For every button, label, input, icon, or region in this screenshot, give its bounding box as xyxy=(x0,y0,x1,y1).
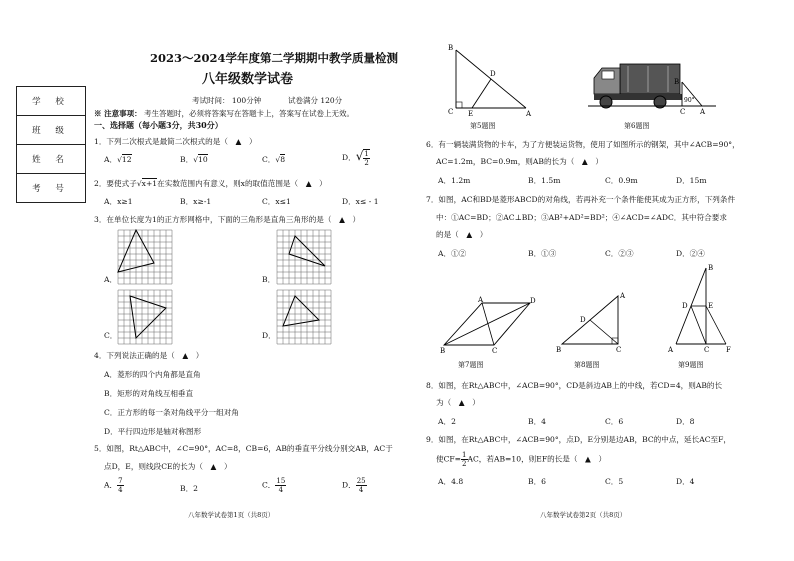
q9-option-a[interactable]: A．4.8 xyxy=(438,477,464,486)
q5-option-a[interactable] xyxy=(104,477,124,494)
figure-9 xyxy=(668,262,738,354)
q7-stem-line1: 7．如图，AC和BD是菱形ABCD的对角线，若再补充一个条件能使其成为正方形，下列条件 xyxy=(426,195,736,204)
q4-option-d[interactable]: D．平行四边形是轴对称图形 xyxy=(104,427,202,436)
q2-stem xyxy=(94,178,327,189)
q5-option-c[interactable] xyxy=(262,477,286,494)
q1-a-label: A． xyxy=(104,155,118,164)
fig6-label-c: C xyxy=(680,108,686,116)
fig9-label-b: B xyxy=(708,264,714,272)
q5-a-num: 7 xyxy=(118,477,123,485)
exam-score: 试卷满分 120分 xyxy=(287,96,343,105)
fig5-label-b: B xyxy=(448,44,454,52)
q5-d-den: 4 xyxy=(358,486,364,494)
q1-d-num: 1 xyxy=(364,150,369,158)
q1-a-radicand: 12 xyxy=(121,155,132,164)
fig6-label-b: B xyxy=(674,78,680,86)
q2-radicand: x+1 xyxy=(141,179,158,188)
q3-grid-d xyxy=(277,290,331,344)
truck-cargo-box xyxy=(620,64,680,94)
q1-d-label: D． xyxy=(342,153,356,162)
q7-option-a[interactable]: A．①② xyxy=(438,249,467,258)
exam-number-field[interactable]: 考 号 xyxy=(17,174,86,203)
q3-grid-c xyxy=(118,290,172,344)
q4-stem: 4．下列说法正确的是（ ▲ ） xyxy=(94,351,204,360)
class-field[interactable]: 班 级 xyxy=(17,116,86,145)
q8-stem-line1: 8．如图，在Rt△ABC中，∠ACB=90°，CD是斜边AB上的中线，若CD=4，则AB的长 xyxy=(426,381,723,390)
q9-option-b[interactable]: B．6 xyxy=(528,477,547,486)
q1-stem: 1．下列二次根式是最简二次根式的是（ ▲ ） xyxy=(94,137,257,146)
q1-c-radicand: 8 xyxy=(280,155,286,164)
q4-option-c[interactable]: C．正方形的每一条对角线平分一组对角 xyxy=(104,408,239,417)
q3-option-c[interactable]: C． xyxy=(104,331,118,340)
sqrt-icon: √ xyxy=(117,155,122,164)
q7-option-c[interactable]: C．②③ xyxy=(605,249,634,258)
student-info-box xyxy=(16,86,86,203)
fig5-label-d: D xyxy=(490,70,496,78)
sqrt-icon: √ xyxy=(355,149,364,163)
sqrt-icon: √ xyxy=(275,155,281,164)
fig7-label-d: D xyxy=(530,297,536,305)
footer-right: 八年数学试卷第2页（共8页） xyxy=(540,511,627,519)
q7-stem-line3: 的是（ ▲ ） xyxy=(436,230,488,239)
fig5-label-a: A xyxy=(526,110,532,118)
q7-option-d[interactable]: D．②④ xyxy=(676,249,705,258)
fig5-caption: 第5题图 xyxy=(470,122,496,130)
q5-c-num: 15 xyxy=(276,477,286,485)
fig7-label-b: B xyxy=(440,347,446,355)
q5-a-label: A． xyxy=(104,480,118,490)
q3-grid-b xyxy=(277,230,331,284)
q5-option-d[interactable] xyxy=(342,477,367,494)
sqrt-icon: √ xyxy=(136,179,142,188)
q6-stem-line1: 6．有一辆装满货物的卡车，为了方便装运货物，使用了如图所示的钢架，其中∠ACB=90°， xyxy=(426,140,740,149)
q9-option-c[interactable]: C．5 xyxy=(605,477,624,486)
fig7-label-c: C xyxy=(492,347,498,355)
fig8-label-a: A xyxy=(620,292,626,300)
school-field[interactable]: 学 校 xyxy=(17,87,86,116)
q5-option-b[interactable]: B．2 xyxy=(180,484,199,493)
q5-stem-line1: 5．如图，Rt△ABC中，∠C=90°，AC=8，CB=6，AB的垂直平分线分别交AB，AC于 xyxy=(94,444,393,453)
q2-option-b[interactable]: B．x≥-1 xyxy=(180,197,212,206)
fig8-label-c: C xyxy=(616,346,622,354)
q5-c-den: 4 xyxy=(278,486,284,494)
q4-option-b[interactable]: B．矩形的对角线互相垂直 xyxy=(104,389,194,398)
q8-option-a[interactable]: A．2 xyxy=(438,417,456,426)
q9-frac-den: 2 xyxy=(462,460,467,468)
q6-stem-line2: AC=1.2m，BC=0.9m，则AB的长为（ ▲ ） xyxy=(436,157,603,166)
fig9-label-f: F xyxy=(726,346,731,354)
q8-stem-line2: 为（ ▲ ） xyxy=(436,398,480,407)
q4-option-a[interactable]: A．菱形的四个内角都是直角 xyxy=(104,370,201,379)
q9-stem-line1: 9．如图，在Rt△ABC中，∠ACB=90°，点D，E分别是边AB，BC的中点，延长AC至F， xyxy=(426,435,731,444)
figure-5 xyxy=(446,44,536,116)
fig9-caption: 第9题图 xyxy=(678,361,704,369)
q2-option-c[interactable]: C．x≤1 xyxy=(262,197,291,206)
fig5-label-c: C xyxy=(448,108,454,116)
fig9-label-e: E xyxy=(708,302,714,310)
q5-a-den: 4 xyxy=(118,486,123,494)
q6-option-d[interactable]: D．15m xyxy=(676,176,707,185)
q3-option-a[interactable]: A． xyxy=(104,275,118,284)
q5-a-fraction xyxy=(117,477,123,494)
q2-option-d[interactable]: D．x≤ - 1 xyxy=(342,197,379,206)
q1-b-label: B． xyxy=(180,155,194,164)
q5-c-label: C． xyxy=(262,480,276,490)
q2-stem-post: 在实数范围内有意义，则x的取值范围是（ ▲ ） xyxy=(157,179,327,188)
q7-option-b[interactable]: B．①③ xyxy=(528,249,557,258)
q6-option-c[interactable]: C．0.9m xyxy=(605,176,638,185)
q5-d-fraction xyxy=(356,477,367,494)
fig6-caption: 第6题图 xyxy=(624,122,650,130)
q5-c-fraction xyxy=(275,477,286,494)
exam-subtitle: 八年级数学试卷 xyxy=(202,72,294,87)
q1-option-c[interactable] xyxy=(262,154,285,165)
name-field[interactable]: 姓 名 xyxy=(17,145,86,174)
q1-d-fraction xyxy=(363,149,369,167)
exam-time: 考试时间： 100分钟 xyxy=(192,96,262,105)
q1-b-radicand: 10 xyxy=(198,155,208,164)
q9-stem-line2 xyxy=(436,451,606,468)
q8-option-c[interactable]: C．6 xyxy=(605,417,624,426)
figure-6-truck xyxy=(588,58,718,116)
sqrt-icon: √ xyxy=(193,155,199,164)
footer-left: 八年数学试卷第1页（共8页） xyxy=(188,511,275,519)
q8-option-d[interactable]: D．8 xyxy=(676,417,695,426)
q5-d-label: D． xyxy=(342,480,356,490)
q1-option-b[interactable] xyxy=(180,154,208,165)
q1-d-den: 2 xyxy=(364,159,369,167)
section-heading: 一、选择题（每小题3分，共30分） xyxy=(94,120,223,130)
q3-stem: 3．在单位长度为1的正方形网格中，下面的三角形是直角三角形的是（ ▲ ） xyxy=(94,215,361,224)
fig9-label-d: D xyxy=(682,302,688,310)
fig7-label-a: A xyxy=(478,296,484,304)
q8-option-b[interactable]: B．4 xyxy=(528,417,547,426)
exam-meta xyxy=(192,95,342,106)
q1-c-label: C． xyxy=(262,155,276,164)
notice-label: ※ 注意事项： xyxy=(94,109,142,118)
fig5-label-e: E xyxy=(468,110,474,118)
q6-option-b[interactable]: B．1.5m xyxy=(528,176,561,185)
exam-title: 2023～2024学年度第二学期期中教学质量检测 xyxy=(150,51,399,65)
q9-stem2-post: AC，若AB=10，则EF的长是（ ▲ ） xyxy=(467,454,607,464)
notice xyxy=(94,108,354,119)
figure-8 xyxy=(556,290,636,354)
q6-option-a[interactable]: A．1.2m xyxy=(438,176,471,185)
fig6-label-angle: 90° xyxy=(684,97,695,104)
q5-stem-line2: 点D，E，则线段CE的长为（ ▲ ） xyxy=(104,462,232,471)
notice-text: 考生答题时，必须将答案写在答题卡上，答案写在试卷上无效。 xyxy=(144,109,355,118)
q9-stem2-pre: 使CF= xyxy=(436,454,462,464)
q3-grid-a xyxy=(118,230,172,284)
q9-frac-num: 1 xyxy=(462,451,467,459)
q2-stem-pre: 2．要使式子 xyxy=(94,179,137,188)
fig6-label-a: A xyxy=(700,108,706,116)
fig8-label-d: D xyxy=(580,316,586,324)
fig7-caption: 第7题图 xyxy=(458,361,484,369)
q1-option-d[interactable] xyxy=(342,149,370,167)
fig8-caption: 第8题图 xyxy=(574,361,600,369)
figure-7 xyxy=(438,295,538,355)
q1-option-a[interactable] xyxy=(104,154,132,165)
q9-option-d[interactable]: D．4 xyxy=(676,477,695,486)
fig9-label-a: A xyxy=(668,346,674,354)
q7-stem-line2: 中：①AC=BD；②AC⊥BD；③AB²+AD²=BD²；④∠ACD=∠ADC．其中符合要求 xyxy=(436,213,727,222)
q3-option-d[interactable]: D． xyxy=(262,331,276,340)
fig9-label-c: C xyxy=(704,346,710,354)
fig8-label-b: B xyxy=(556,346,562,354)
q5-d-num: 25 xyxy=(356,477,366,485)
q3-option-b[interactable]: B． xyxy=(262,275,276,284)
q2-option-a[interactable]: A．x≥1 xyxy=(104,197,133,206)
